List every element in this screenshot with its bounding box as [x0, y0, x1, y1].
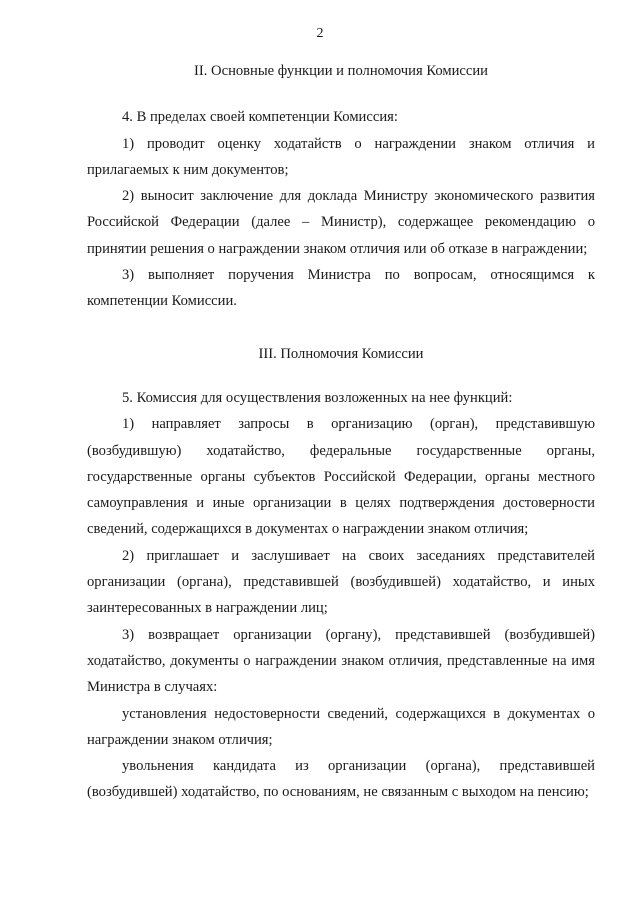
section-3-item-2: 2) приглашает и заслушивает на своих заседаниях представителей организации (органа), представившей (возбудившей) ходатайство, и иных заинтересованных в награждении лиц;: [87, 547, 595, 617]
section-2-item-1: 1) проводит оценку ходатайств о награждении знаком отличия и прилагаемых к ним документов;: [87, 135, 595, 178]
spacer: [87, 84, 595, 104]
section-3-heading: III. Полномочия Комиссии: [258, 345, 424, 362]
section-2-item-3: 3) выполняет поручения Министра по вопросам, относящимся к компетенции Комиссии.: [87, 267, 595, 310]
section-3-item-3: 3) возвращает организации (органу), представившей (возбудившей) ходатайство, документы о награждении знаком отличия, представленные на имя Министра в случаях:: [87, 626, 595, 696]
section-2-item-2: 2) выносит заключение для доклада Министру экономического развития Российской Федерации (далее – Министр), содержащее рекомендацию о принятии решения о награждении знаком отличия или об отказе в награждении;: [87, 188, 595, 257]
section-2-heading: II. Основные функции и полномочия Комиссии: [194, 63, 488, 79]
section-3-item-1: 1) направляет запросы в организацию (орган), представившую (возбудившую) ходатайство, федеральные государственные органы, государственные органы субъектов Российской Федерации, органы местного самоуправления и иные организации в целях подтверждения достоверности сведений, содержащихся в документах о награждении знаком отличия;: [87, 416, 595, 538]
page-number: 2: [316, 26, 324, 41]
section-3-subitem-2: увольнения кандидата из организации (органа), представившей (возбудившей) ходатайство, по основаниям, не связанным с выходом на пенсию;: [87, 758, 595, 801]
section-2-intro: 4. В пределах своей компетенции Комиссия:: [122, 109, 398, 126]
spacer: [87, 367, 595, 385]
section-3-intro: 5. Комиссия для осуществления возложенных на нее функций:: [122, 389, 513, 406]
section-3-subitem-1: установления недостоверности сведений, содержащихся в документах о награждении знаком отличия;: [87, 705, 595, 748]
document-body: [87, 58, 595, 806]
